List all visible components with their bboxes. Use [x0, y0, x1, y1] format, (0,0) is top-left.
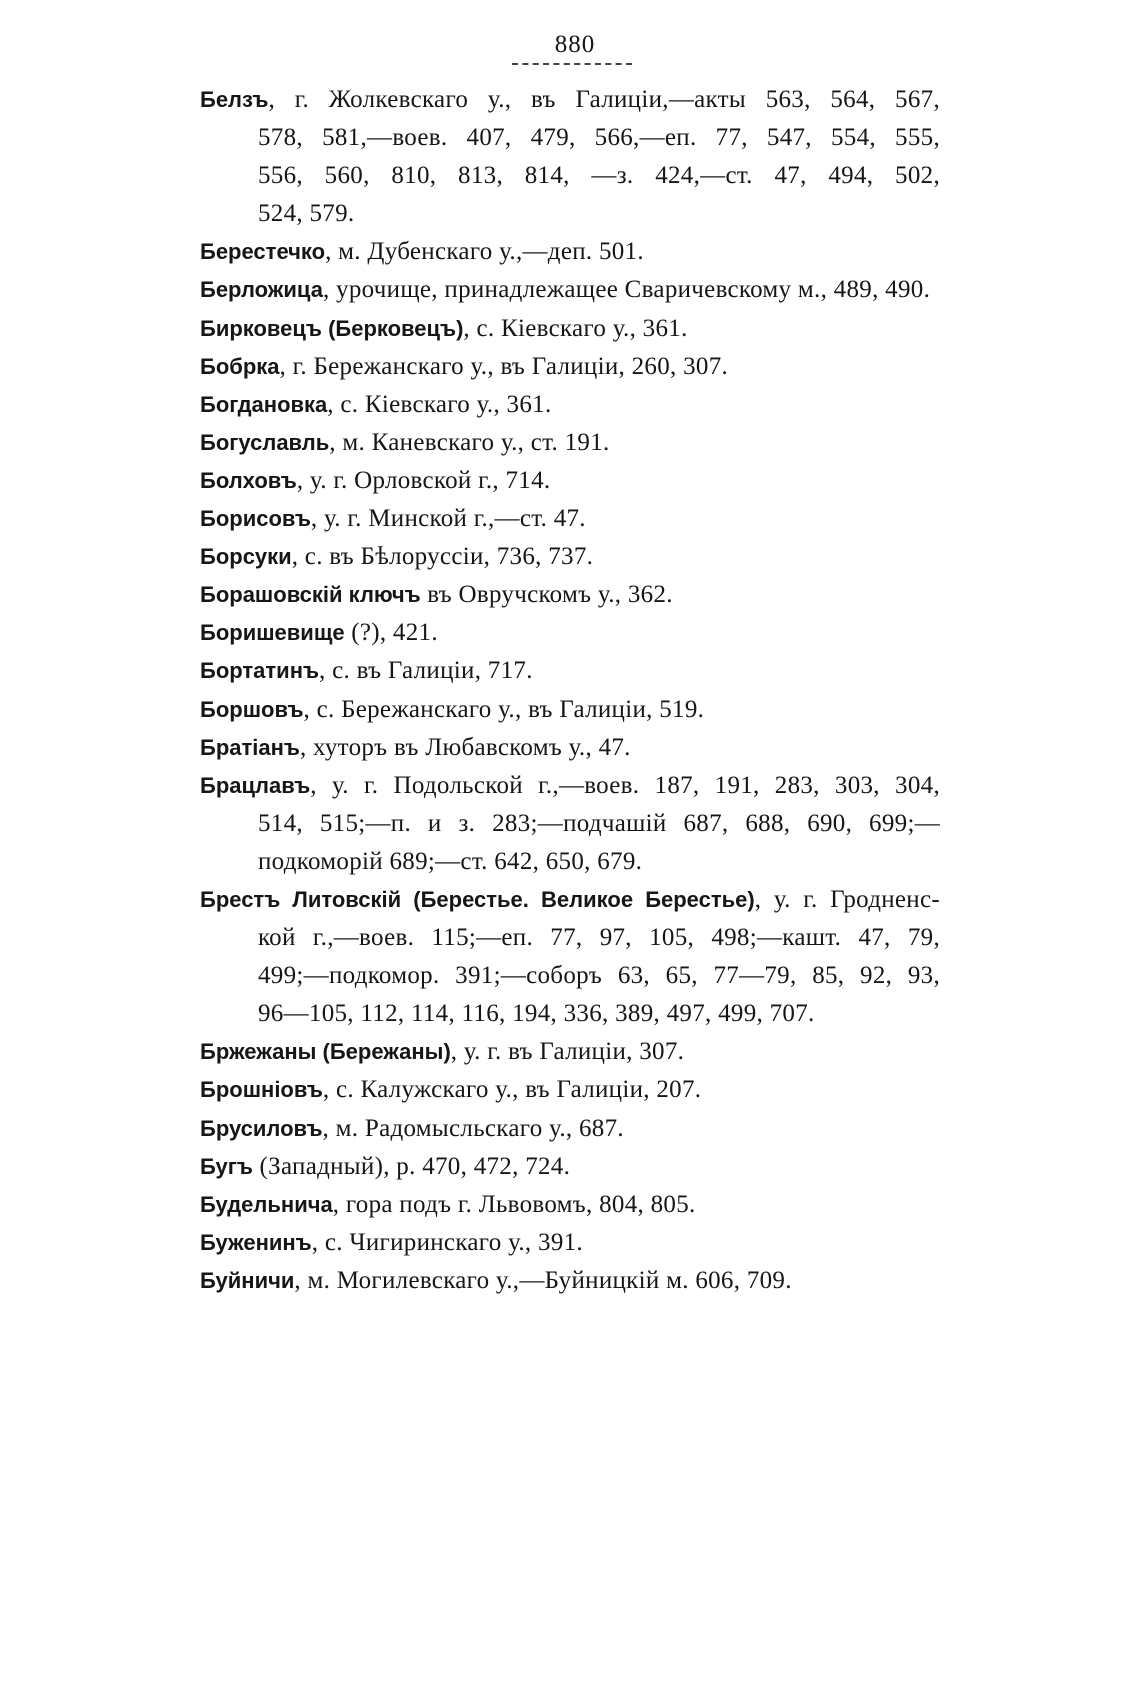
entry-line: [200, 1224, 940, 1262]
entry-line: [200, 157, 940, 195]
entry-text: подкоморій 689;—ст. 642, 650, 679.: [258, 847, 643, 875]
entry-text: , м. Каневскаго у., ст. 191.: [329, 428, 610, 456]
index-entry: [200, 424, 940, 462]
entry-headword: Боришевище: [200, 620, 345, 646]
entry-text: , с. Чигиринскаго у., 391.: [311, 1228, 583, 1256]
index-entry: [200, 462, 940, 500]
entry-headword: Берестечко: [200, 239, 326, 265]
entry-headword: Богдановка: [200, 391, 328, 417]
index-entry: [200, 576, 940, 614]
entry-headword: Брошніовъ: [200, 1077, 323, 1103]
entry-text: 524, 579.: [258, 200, 355, 228]
entry-text: , у. г. Минской г.,—ст. 47.: [310, 505, 586, 533]
entry-text: , м. Дубенскаго у.,—деп. 501.: [325, 238, 644, 266]
entry-line: [200, 881, 940, 919]
entry-text: 556, 560, 810, 813, 814, —з. 424,—ст. 47, 494, 502,: [258, 162, 940, 190]
entry-text: , у. г. въ Галиціи, 307.: [450, 1038, 685, 1066]
entry-headword: Бирковецъ (Берковецъ): [200, 315, 464, 341]
index-entry: [200, 538, 940, 576]
entry-headword: Богуславль: [200, 429, 330, 455]
index-entry: [200, 767, 940, 881]
index-entry: [200, 614, 940, 652]
entry-headword: Белзъ: [200, 87, 269, 112]
entry-headword: Брестъ Литовскій (Берестье. Великое Берестье): [200, 886, 755, 912]
entry-text: , у. г. Орловской г., 714.: [296, 466, 551, 494]
entry-text: 578, 581,—воев. 407, 479, 566,—еп. 77, 547, 554, 555,: [258, 124, 940, 152]
entry-text: , г. Жолкевскаго у., въ Галиціи,—акты 563, 564, 567,: [268, 86, 940, 113]
entry-line: [200, 652, 940, 690]
entry-line: [200, 957, 940, 995]
entry-line: [200, 462, 940, 500]
index-entry: [200, 652, 940, 690]
index-entry: [200, 271, 940, 309]
index-entry: [200, 1224, 940, 1262]
entry-text: , г. Бережанскаго у., въ Галиціи, 260, 307.: [279, 352, 729, 380]
index-entry: [200, 310, 940, 348]
entry-headword: Бржежаны (Бережаны): [200, 1039, 451, 1065]
entry-text: въ Овручскомъ у., 362.: [420, 581, 673, 609]
entry-headword: Борашовскій ключъ: [200, 582, 421, 608]
entry-text: 514, 515;—п. и з. 283;—подчашій 687, 688, 690, 699;—: [258, 809, 940, 837]
entry-text: кой г.,—воев. 115;—еп. 77, 97, 105, 498;—кашт. 47, 79,: [258, 924, 940, 952]
index-entry: [200, 500, 940, 538]
entry-line: [200, 233, 940, 271]
entry-line: [200, 1148, 940, 1186]
entry-line: [200, 805, 940, 843]
entry-line: [200, 1033, 940, 1071]
index-entry: [200, 81, 940, 233]
entry-line: [200, 691, 940, 729]
entry-line: [200, 81, 940, 119]
index-entry: [200, 729, 940, 767]
entry-headword: Бортатинъ: [200, 658, 320, 684]
entry-line: [200, 500, 940, 538]
entry-text: , гора подъ г. Львовомъ, 804, 805.: [332, 1190, 696, 1218]
entry-line: [200, 995, 940, 1033]
entry-text: , с. Кіевскаго у., 361.: [327, 390, 552, 418]
entry-text: 499;—подкомор. 391;—соборъ 63, 65, 77—79, 85, 92, 93,: [258, 962, 940, 990]
entry-text: (Западный), р. 470, 472, 724.: [252, 1152, 571, 1180]
entry-headword: Братіанъ: [200, 734, 300, 760]
entry-line: [200, 271, 940, 309]
entry-line: [200, 1071, 940, 1109]
index-entry: [200, 1071, 940, 1109]
entry-text: , с. въ Галиціи, 717.: [319, 657, 533, 685]
index-entry: [200, 386, 940, 424]
index-entry: [200, 1262, 940, 1300]
index-entry: [200, 1148, 940, 1186]
entry-text: 96—105, 112, 114, 116, 194, 336, 389, 497, 499, 707.: [258, 1000, 815, 1028]
entry-line: [200, 1186, 940, 1224]
index-entry: [200, 691, 940, 729]
entry-text: , с. Калужскаго у., въ Галиціи, 207.: [322, 1076, 702, 1104]
entry-line: [200, 386, 940, 424]
entry-text: , хуторъ въ Любавскомъ у., 47.: [299, 733, 631, 761]
entry-line: [200, 1262, 940, 1300]
page-number: 880: [554, 31, 596, 58]
entry-text: , у. г. Подольской г.,—воев. 187, 191, 283, 303, 304,: [310, 771, 940, 799]
index-entry: [200, 1033, 940, 1071]
entry-text: , с. въ Бѣлоруссіи, 736, 737.: [291, 543, 594, 571]
entry-headword: Бугъ: [200, 1153, 253, 1179]
entry-text: , м. Могилевскаго у.,—Буйницкій м. 606, 709.: [294, 1266, 792, 1294]
index-entry: [200, 233, 940, 271]
entry-line: [200, 348, 940, 386]
entry-headword: Борсуки: [200, 544, 292, 570]
entry-headword: Боршовъ: [200, 696, 304, 722]
entry-text: , с. Кіевскаго у., 361.: [463, 314, 688, 342]
entry-line: [200, 729, 940, 767]
entry-headword: Буженинъ: [200, 1229, 312, 1255]
index-entry: [200, 881, 940, 1033]
entry-headword: Буйничи: [200, 1267, 295, 1293]
entry-line: [200, 195, 940, 233]
entry-line: [200, 424, 940, 462]
entry-text: , м. Радомысльскаго у., 687.: [322, 1114, 624, 1142]
entry-text: , с. Бережанскаго у., въ Галиціи, 519.: [303, 695, 705, 723]
entry-headword: Бобрка: [200, 353, 280, 379]
entry-headword: Брусиловъ: [200, 1115, 323, 1141]
entry-headword: Борисовъ: [200, 506, 311, 532]
index-entry: [200, 348, 940, 386]
entry-line: [200, 119, 940, 157]
index-entry: [200, 1186, 940, 1224]
index-entry: [200, 1110, 940, 1148]
index-entry-list: [200, 81, 940, 1300]
entry-line: [200, 767, 940, 805]
entry-text: (?), 421.: [344, 619, 438, 647]
entry-headword: Берложица: [200, 277, 323, 303]
entry-text: , урочище, принадлежащее Сваричевскому м., 489, 490.: [322, 276, 931, 304]
entry-line: [200, 538, 940, 576]
entry-headword: Болховъ: [200, 467, 297, 493]
entry-line: [200, 1110, 940, 1148]
entry-line: [200, 310, 940, 348]
entry-headword: Будельнича: [200, 1191, 333, 1217]
entry-line: [200, 614, 940, 652]
entry-line: [200, 576, 940, 614]
entry-line: [200, 843, 940, 881]
entry-text: , у. г. Гродненс-: [754, 885, 940, 913]
entry-line: [200, 919, 940, 957]
page-number-rule: [512, 63, 632, 65]
entry-headword: Брацлавъ: [200, 772, 311, 798]
